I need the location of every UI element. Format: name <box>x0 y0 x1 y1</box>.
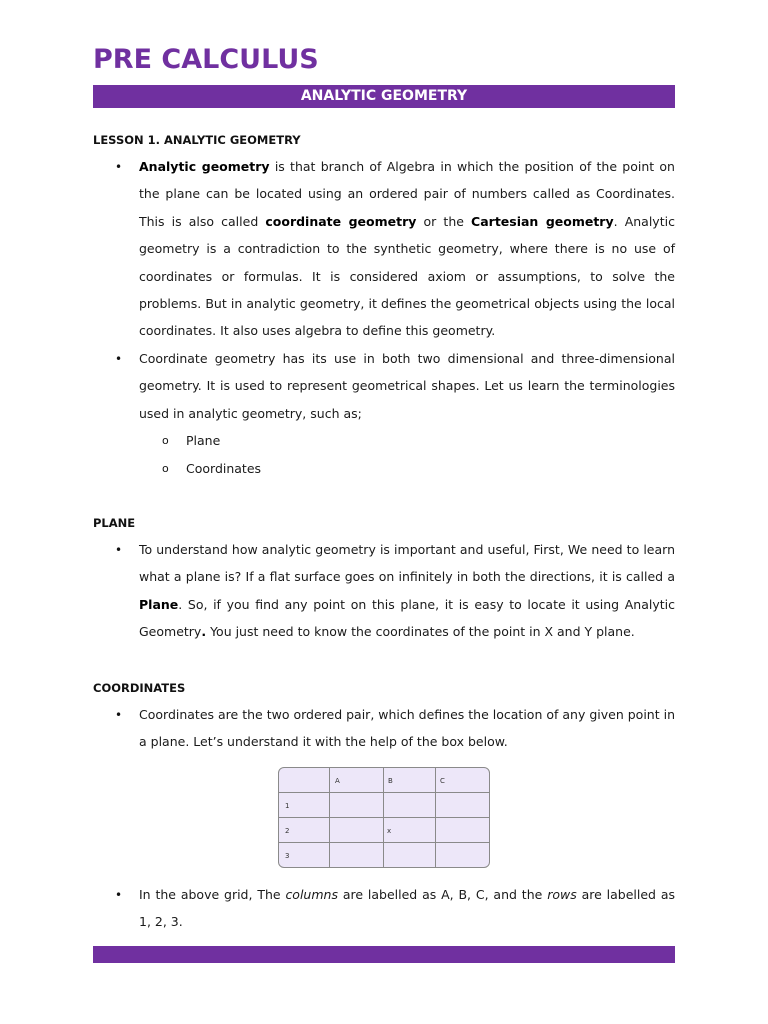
coordinates-paragraph: Coordinates are the two ordered pair, which defines the location of any given point in a plane. Let’s understand it with the help of the box below. <box>139 707 675 750</box>
row-label-2: 2 <box>285 827 290 835</box>
bullet-icon: • <box>115 160 123 174</box>
bullet-icon: • <box>115 543 123 557</box>
grid-explanation-paragraph: In the above grid, The columns are labelled as A, B, C, and the rows are labelled as 1, 2, 3. <box>139 887 675 930</box>
coordinate-grid-drawing <box>279 768 489 867</box>
subtitle-banner: ANALYTIC GEOMETRY <box>93 85 675 108</box>
circle-bullet-icon: o <box>162 434 169 447</box>
sub-item-coordinates: Coordinates <box>186 461 262 476</box>
plane-heading: PLANE <box>93 516 136 530</box>
page-title: PRE CALCULUS <box>93 44 319 75</box>
row-label-1: 1 <box>285 802 290 810</box>
bullet-icon: • <box>115 352 123 366</box>
point-mark: x <box>387 827 392 835</box>
term-coordinate-geometry: coordinate geometry <box>265 213 417 229</box>
sub-item-plane: Plane <box>186 433 221 448</box>
analytic-geometry-paragraph: Analytic geometry is that branch of Algebra in which the position of the point on the plane can be located using an ordered pair of numbers called as Coordinates. This is also called coordinate geometry or the Cartesian geometry. Analytic geometry is a contradiction to the synthetic geometry, where there is no use of coordinates or formulas. It is considered axiom or assumptions, to solve the problems. But in analytic geometry, it defines the geometrical objects using the local coordinates. It also uses algebra to define this geometry. <box>139 159 675 339</box>
coordinate-geometry-paragraph: Coordinate geometry has its use in both two dimensional and three-dimensional geometry. It is used to represent geometrical shapes. Let us learn the terminologies used in analytic geometry, such as; <box>139 351 675 421</box>
lesson-heading: LESSON 1. ANALYTIC GEOMETRY <box>93 133 301 147</box>
circle-bullet-icon: o <box>162 462 169 475</box>
row-label-3: 3 <box>285 852 290 860</box>
column-label-c: C <box>440 777 445 785</box>
term-plane: Plane <box>139 596 179 612</box>
bullet-icon: • <box>115 708 123 722</box>
bullet-icon: • <box>115 888 123 902</box>
coordinate-grid <box>278 767 490 868</box>
term-analytic-geometry: Analytic geometry <box>139 159 270 174</box>
term-cartesian-geometry: Cartesian geometry <box>471 213 614 229</box>
plane-paragraph: To understand how analytic geometry is important and useful, First, We need to learn what a plane is? If a flat surface goes on infinitely in both the directions, it is called a Plane. So, if you find any point on this plane, it is easy to locate it using Analytic Geometry. You just need to know the coordinates of the point in X and Y plane. <box>139 542 675 640</box>
column-label-b: B <box>388 777 393 785</box>
coordinates-heading: COORDINATES <box>93 681 186 695</box>
column-label-a: A <box>335 777 340 785</box>
footer-bar <box>93 946 675 963</box>
